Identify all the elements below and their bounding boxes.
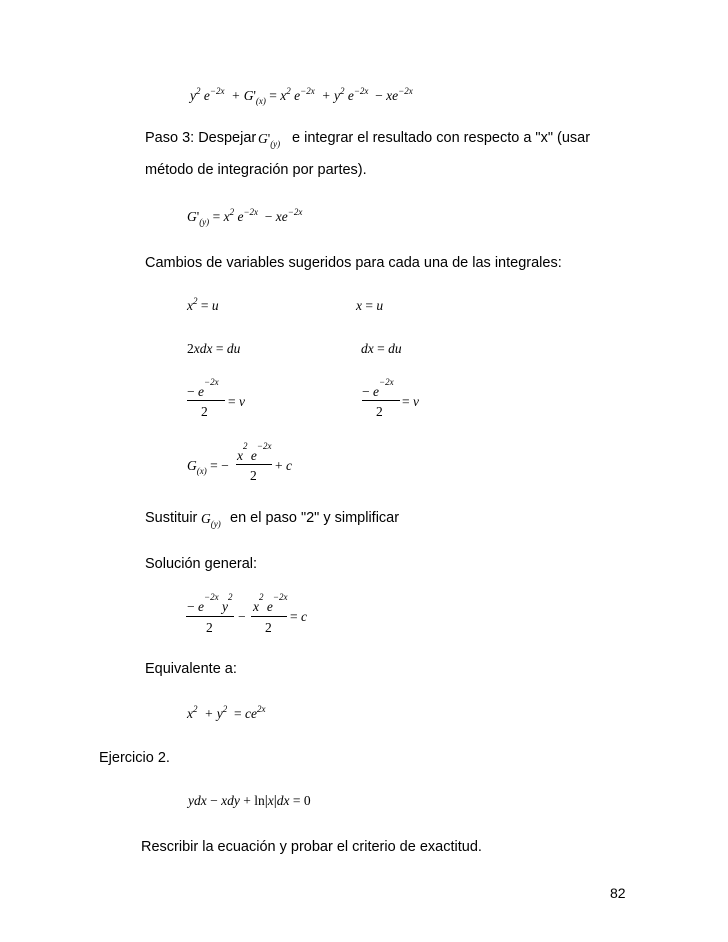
general-term1-denominator: 2	[206, 620, 213, 635]
g-x-lhs: $G_{(x)}$ = −	[187, 458, 229, 476]
cambios-heading: Cambios de variables sugeridos para cada una de las integrales:	[145, 255, 562, 271]
equation-equivalente: $x^2 + y^2 = ce^{2x}$	[187, 704, 266, 721]
ejercicio-heading: Ejercicio 2.	[99, 750, 170, 766]
solucion-heading: Solución general:	[145, 556, 258, 572]
g-prime-y-inline: $G'_{(y)}$	[258, 131, 281, 149]
reescribir-text: Rescribir la ecuación y probar el criterio de exactitud.	[141, 839, 482, 855]
sub-right-3-denominator: 2	[376, 404, 383, 419]
sub-left-1: $x^2 = u$	[187, 296, 219, 313]
equivalente-heading: Equivalente a:	[145, 661, 237, 677]
g-x-denominator: 2	[250, 468, 257, 483]
g-y-inline: $G_{(y)}$	[201, 511, 221, 529]
sustituir-label: Sustituir	[145, 510, 198, 526]
paso3-label: Paso 3: Despejar	[145, 130, 257, 146]
general-minus: −	[238, 609, 246, 624]
sub-right-3-numerator: − $e^{-2x}$	[362, 376, 394, 399]
g-x-rhs: + c	[275, 458, 292, 473]
equation-step2-result: $y^2$ $e^{-2x} + G'_{(x)} = x^2$ $e^{-2x} + y^2$ $e^{-2x} - xe^{-2x}$	[190, 86, 413, 106]
paso3-text: e integrar el resultado con respecto a "x" (usar	[292, 130, 591, 146]
general-term1-numerator: − $e^{-2x}$ $y^2$	[187, 591, 233, 614]
general-term2-numerator: $x^2$ $e^{-2x}$	[253, 591, 288, 614]
g-x-numerator: $x^2$ $e^{-2x}$	[237, 440, 272, 463]
equation-ejercicio2: ydx − xdy + ln|x|dx = 0	[188, 793, 311, 809]
sub-right-1: x = u	[356, 298, 384, 313]
sub-right-3-rhs: = v	[402, 394, 419, 409]
sub-right-2: dx = du	[361, 341, 402, 356]
sub-left-3-denominator: 2	[201, 404, 208, 419]
sub-right-3-bar	[362, 400, 400, 401]
general-term2-denominator: 2	[265, 620, 272, 635]
page-number: 82	[610, 885, 626, 901]
general-term1-bar	[186, 616, 234, 617]
sustituir-text: en el paso "2" y simplificar	[230, 510, 400, 526]
sub-left-3-numerator: − $e^{-2x}$	[187, 376, 219, 399]
general-rhs: = c	[290, 609, 307, 624]
g-x-bar	[236, 464, 272, 465]
sub-left-3-rhs: = v	[228, 394, 245, 409]
sub-left-2: 2xdx = du	[187, 341, 241, 356]
paso3-text-cont: método de integración por partes).	[145, 162, 367, 178]
equation-g-prime-y: $G'_{(y)} = x^2$ $e^{-2x} - xe^{-2x}$	[187, 207, 303, 227]
general-term2-bar	[251, 616, 287, 617]
sub-left-3-bar	[187, 400, 225, 401]
